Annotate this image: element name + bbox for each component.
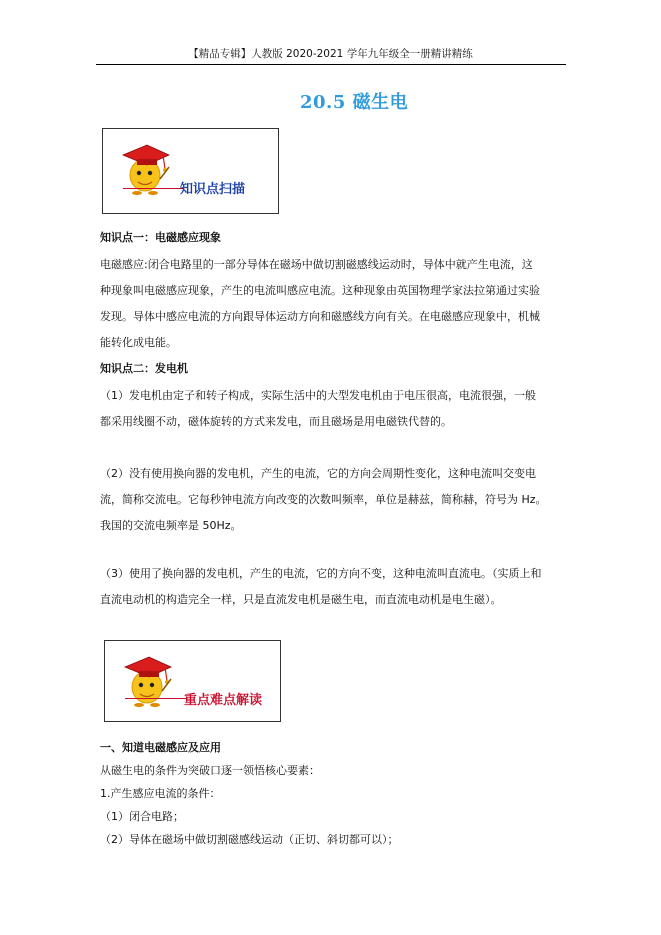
paragraph-line: 发现。导体中感应电流的方向跟导体运动方向和磁感线方向有关。在电磁感应现象中，机械 — [100, 310, 540, 323]
paragraph-line: 我国的交流电频率是 50Hz。 — [100, 519, 242, 532]
paragraph-line: 从磁生电的条件为突破口逐一领悟核心要素： — [100, 764, 320, 777]
paragraph-line: 能转化成电能。 — [100, 336, 177, 349]
paragraph-line: 直流电动机的构造完全一样，只是直流发电机是磁生电，而直流电动机是电生磁）。 — [100, 593, 502, 606]
paragraph-line: （1）发电机由定子和转子构成，实际生活中的大型发电机由于电压很高，电流很强，一般 — [100, 389, 536, 402]
running-header: 【精品专辑】人教版 2020-2021 学年九年级全一册精讲精练 — [188, 48, 473, 60]
banner-knowledge-scan — [102, 128, 279, 214]
banner-label: 知识点扫描 — [180, 182, 246, 197]
paragraph-line: 电磁感应:闭合电路里的一部分导体在磁场中做切割磁感线运动时，导体中就产生电流，这 — [100, 258, 533, 271]
section-heading: 一、知道电磁感应及应用 — [100, 741, 221, 754]
paragraph-line: 流，简称交流电。它每秒钟电流方向改变的次数叫频率，单位是赫兹，简称赫，符号为 Hz。 — [100, 493, 547, 506]
header-divider — [96, 64, 566, 65]
paragraph-line: （1）闭合电路； — [100, 810, 184, 823]
paragraph-line: （2）没有使用换向器的发电机，产生的电流，它的方向会周期性变化，这种电流叫交变电 — [100, 467, 536, 480]
paragraph-line: 都采用线圈不动，磁体旋转的方式来发电，而且磁场是用电磁铁代替的。 — [100, 415, 452, 428]
banner-label: 重点难点解读 — [184, 693, 263, 708]
section-heading: 知识点二：发电机 — [100, 362, 188, 375]
paragraph-line: （2）导体在磁场中做切割磁感线运动（正切、斜切都可以）； — [100, 833, 399, 846]
banner-key-points — [104, 640, 281, 722]
paragraph-line: 1.产生感应电流的条件： — [100, 787, 221, 800]
paragraph-line: （3）使用了换向器的发电机，产生的电流，它的方向不变，这种电流叫直流电。（实质上和 — [100, 567, 542, 580]
page-title: 20.5 磁生电 — [300, 92, 409, 113]
banner-underline — [125, 698, 187, 699]
section-heading: 知识点一：电磁感应现象 — [100, 231, 221, 244]
paragraph-line: 种现象叫电磁感应现象，产生的电流叫感应电流。这种现象由英国物理学家法拉第通过实验 — [100, 284, 540, 297]
banner-underline — [123, 188, 183, 189]
graduate-mascot-icon — [119, 647, 175, 709]
